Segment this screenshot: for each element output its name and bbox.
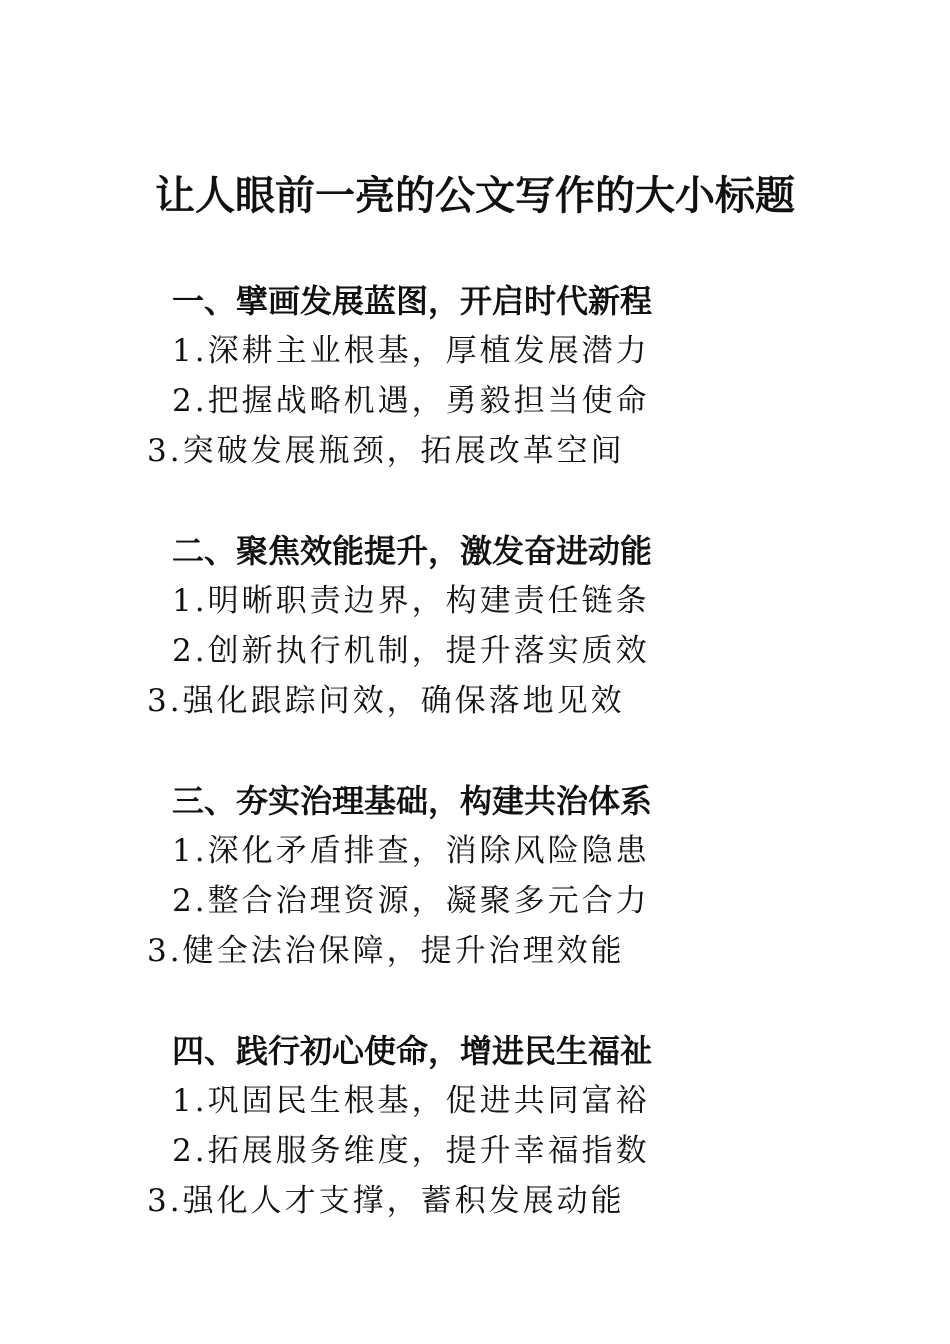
- section-item: 3.强化跟踪问效，确保落地见效: [147, 683, 625, 719]
- section-item: 1.巩固民生根基，促进共同富裕: [172, 1083, 650, 1119]
- section-heading: 四、践行初心使命，增进民生福祉: [172, 1032, 653, 1070]
- section-item: 2.拓展服务维度，提升幸福指数: [172, 1133, 650, 1169]
- section-item: 1.明晰职责边界，构建责任链条: [172, 583, 650, 619]
- section-item: 3.强化人才支撑，蓄积发展动能: [147, 1183, 625, 1219]
- section-heading: 二、聚焦效能提升，激发奋进动能: [172, 532, 653, 570]
- section-item: 2.创新执行机制，提升落实质效: [172, 633, 650, 669]
- section-item: 2.整合治理资源，凝聚多元合力: [172, 883, 650, 919]
- section-item: 2.把握战略机遇，勇毅担当使命: [172, 383, 650, 419]
- section-heading: 三、夯实治理基础，构建共治体系: [172, 782, 653, 820]
- section-heading: 一、擘画发展蓝图，开启时代新程: [172, 282, 653, 320]
- section-item: 1.深化矛盾排查，消除风险隐患: [172, 833, 650, 869]
- document-title: 让人眼前一亮的公文写作的大小标题: [155, 172, 795, 219]
- section-item: 1.深耕主业根基，厚植发展潜力: [172, 333, 650, 369]
- section-item: 3.健全法治保障，提升治理效能: [147, 933, 625, 969]
- section-item: 3.突破发展瓶颈，拓展改革空间: [147, 433, 625, 469]
